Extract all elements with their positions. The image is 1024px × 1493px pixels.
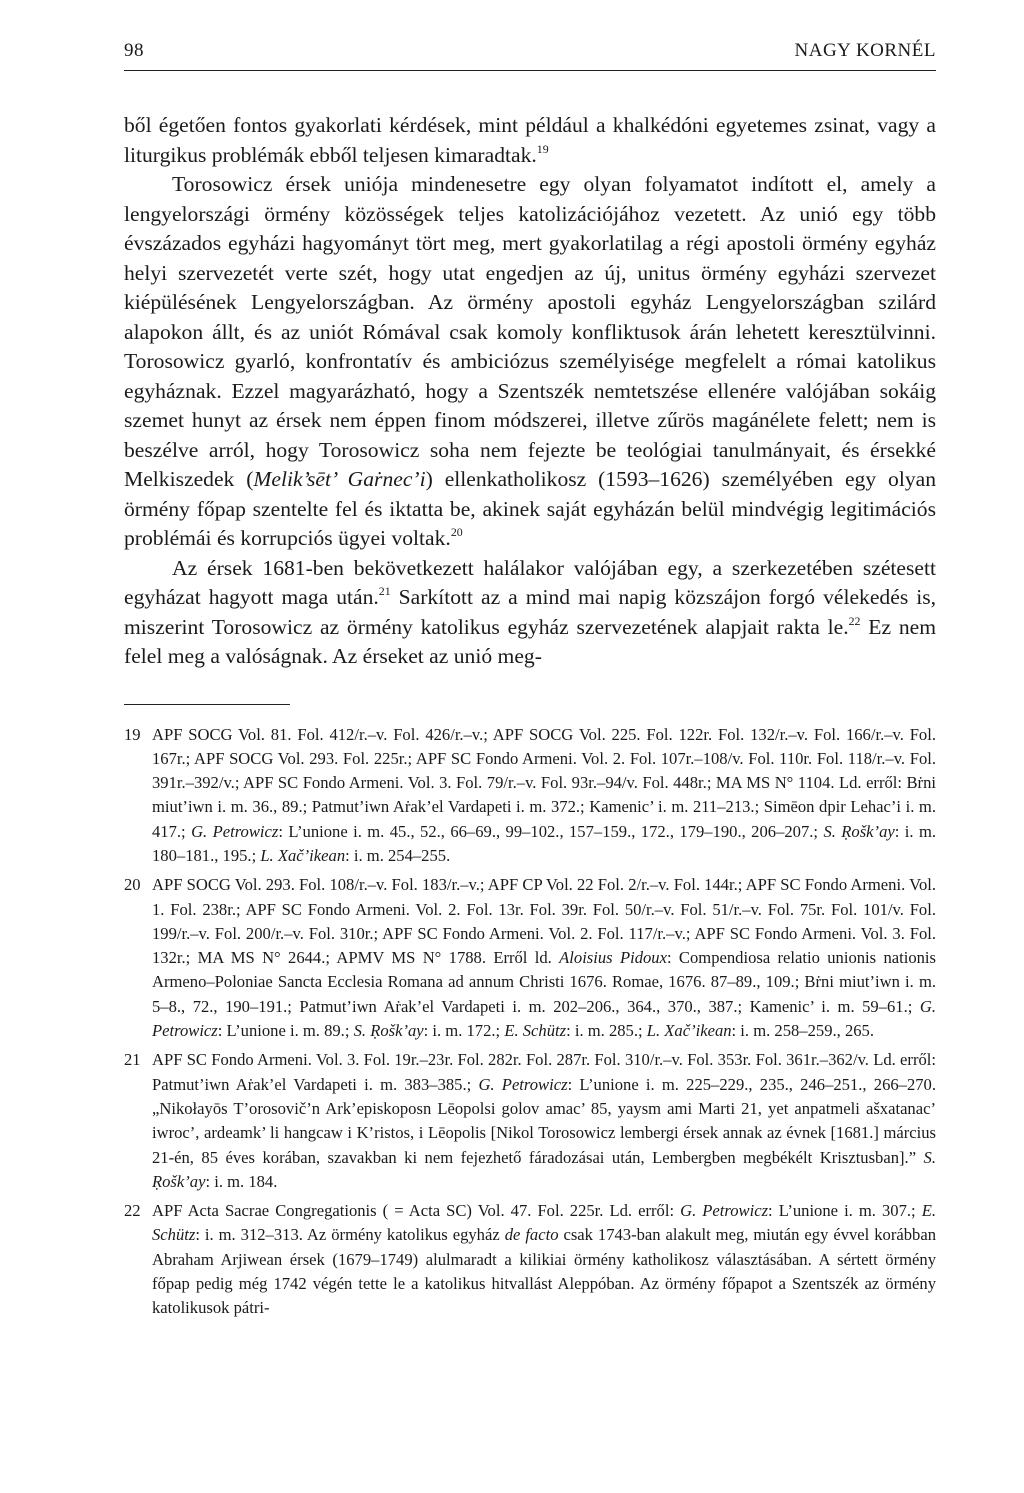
footnote: [124, 1199, 936, 1320]
footnotes: [124, 723, 936, 1321]
footnote-ref[interactable]: 22: [848, 613, 861, 628]
footnote-ref[interactable]: 19: [536, 141, 549, 156]
running-head-author: NAGY KORNÉL: [794, 40, 936, 61]
paragraph-text: ) ellenkatholikosz (1593–1626) személyében egy olyan örmény főpap szentelte fel és iktatta be, akinek saját egyházán belül mindvégig legitimációs problémái és korrupciós ügyei voltak.: [124, 467, 937, 550]
paragraph-text: Torosowicz érsek uniója mindenesetre egy olyan folyamatot indított el, amely a lengyelországi örmény közösségek teljes katolizációjához vezetett. Az unió egy több évszázados egyházi hagyományt tört meg, mert gyakorlatilag a régi apostoli örmény egyház helyi szervezetét verte szét, hogy utat engedjen az új, unitus örmény egyházi szervezet kiépülésének Lengyelországban. Az örmény apostoli egyház Lengyelországban szilárd alapokon állt, és az uniót Rómával csak komoly konfliktusok árán lehetett keresztülvinni. Torosowicz gyarló, konfrontatív és ambiciózus személyisége megfelelt a római katolikus egyháznak. Ezzel magyarázható, hogy a Szentszék nemtetszése ellenére valójában sokáig szemet hunyt az érsek nem éppen finom módszerei, illetve zűrös magánélete felett; nem is beszélve arról, hogy Torosowicz soha nem fejezte be teológiai tanulmányait, és érsekké Melkiszedek (: [124, 172, 936, 491]
page-number: 98: [124, 40, 144, 61]
footnote-text: APF SOCG Vol. 293. Fol. 108/r.–v. Fol. 183/r.–v.; APF CP Vol. 22 Fol. 2/r.–v. Fol. 144r.; APF SC Fondo Armeni. Vol. 1. Fol. 238r.; APF SC Fondo Armeni. Vol. 2. Fol. 13r. Fol. 39r. Fol. 50/r.–v. Fol. 51/r.–v. Fol. 75r. Fol. 101/v. Fol. 199/r.–v. Fol. 200/r.–v. Fol. 310r.; APF SC Fondo Armeni. Vol. 2. Fol. 117/r.–v.; APF SC Fondo Armeni. Vol. 3. Fol. 132r.; MA MS N° 2644.; APMV MS N° 1788. Erről ld. Aloisius Pidoux: Compendiosa relatio unionis nationis Armeno–Poloniae Sancta Ecclesia Romana ad annum Christi 1676. Romae, 1676. 87–89., 109.; Bṙni miut’iwn i. m. 5–8., 72., 190–191.; Patmut’iwn Aṙak’el Vardapeti i. m. 202–206., 364., 370., 387.; Kamenic’ i. m. 59–61.; G. Petrowicz: L’unione i. m. 89.; S. Ṛošk’ay: i. m. 172.; E. Schütz: i. m. 285.; L. Xač’ikean: i. m. 258–259., 265.: [152, 875, 936, 1041]
running-head: [124, 40, 936, 71]
footnote-number: 22: [124, 1201, 141, 1221]
footnote: [124, 873, 936, 1043]
footnote-number: 19: [124, 724, 141, 744]
paragraph-text: Sarkított az a mind mai napig közszájon forgó vélekedés is, miszerint Torosowicz az örmény katolikus egyház szervezetének alapjait rakta le.: [124, 585, 937, 639]
footnote-separator: [124, 704, 290, 705]
footnote-ref[interactable]: 21: [378, 584, 391, 599]
footnote-ref[interactable]: 20: [450, 525, 463, 540]
paragraph-text: Ez nem felel meg a valóságnak. Az érseket az unió meg-: [124, 614, 936, 668]
paragraph: [124, 170, 936, 554]
paragraph-text: Az érsek 1681-ben bekövetkezett halálakor valójában egy, a szerkezetében szétesett egyházat hagyott maga után.: [124, 555, 936, 609]
italic-name: Melik’sēt’ Gaṙnec’i: [253, 467, 426, 491]
page: [124, 40, 936, 1326]
main-text: [124, 111, 936, 672]
footnote-number: 21: [124, 1050, 141, 1070]
paragraph: [124, 554, 936, 672]
footnote: [124, 1048, 936, 1194]
footnote: [124, 723, 936, 869]
footnote-text: APF SOCG Vol. 81. Fol. 412/r.–v. Fol. 426/r.–v.; APF SOCG Vol. 225. Fol. 122r. Fol. 132/r.–v. Fol. 166/r.–v. Fol. 167r.; APF SOCG Vol. 293. Fol. 225r.; APF SC Fondo Armeni. Vol. 2. Fol. 107r.–108/v. Fol. 110r. Fol. 118/r.–v. Fol. 391r.–392/v.; APF SC Fondo Armeni. Vol. 3. Fol. 79/r.–v. Fol. 93r.–94/v. Fol. 448r.; MA MS N° 1104. Ld. erről: Bṙni miut’iwn i. m. 36., 89.; Patmut’iwn Aṙak’el Vardapeti i. m. 372.; Kamenic’ i. m. 211–213.; Simēon dpir Lehac’i i. m. 417.; G. Petrowicz: L’unione i. m. 45., 52., 66–69., 99–102., 157–159., 172., 179–190., 206–207.; S. Ṛošk’ay: i. m. 180–181., 195.; L. Xač’ikean: i. m. 254–255.: [152, 724, 936, 865]
footnote-number: 20: [124, 875, 141, 895]
footnote-text: APF Acta Sacrae Congregationis ( = Acta SC) Vol. 47. Fol. 225r. Ld. erről: G. Petrowicz: L’unione i. m. 307.; E. Schütz: i. m. 312–313. Az örmény katolikus egyház de facto csak 1743-ban alakult meg, miután egy évvel korábban Abraham Arjiwean érsek (1679–1749) alulmaradt a kilikiai örmény katholikosz választásában. A sértett örmény főpap pedig még 1742 végén tette le a katolikus hitvallást Aleppóban. Az örmény főpapot a Szentszék az örmény katolikusok pátri-: [152, 1201, 936, 1318]
paragraph: [124, 111, 936, 170]
footnote-text: APF SC Fondo Armeni. Vol. 3. Fol. 19r.–23r. Fol. 282r. Fol. 287r. Fol. 310/r.–v. Fol. 353r. Fol. 361r.–362/v. Ld. erről: Patmut’iwn Aṙak’el Vardapeti i. m. 383–385.; G. Petrowicz: L’unione i. m. 225–229., 235., 246–251., 266–270. „Nikołayōs T’orosovič’n Ark’episkoposn Lēopolsi golov amac’ 85, yaysm ami Marti 21, yet anpatmeli ašxatanac’ iwroc’, ardeamk’ li hangcaw i K’ristos, i Lēopolis [Nikol Torosowicz lembergi érsek annak az évnek [1681.] március 21-én, 85 éves korában, szavakban ki nem fejezhető fáradozásai után, Lembergben megbékélt Krisztusban].” S. Ṛošk’ay: i. m. 184.: [152, 1050, 936, 1191]
paragraph-text: ből égetően fontos gyakorlati kérdések, mint például a khalkédóni egyetemes zsinat, vagy a liturgikus problémák ebből teljesen kimaradtak.: [124, 113, 936, 167]
